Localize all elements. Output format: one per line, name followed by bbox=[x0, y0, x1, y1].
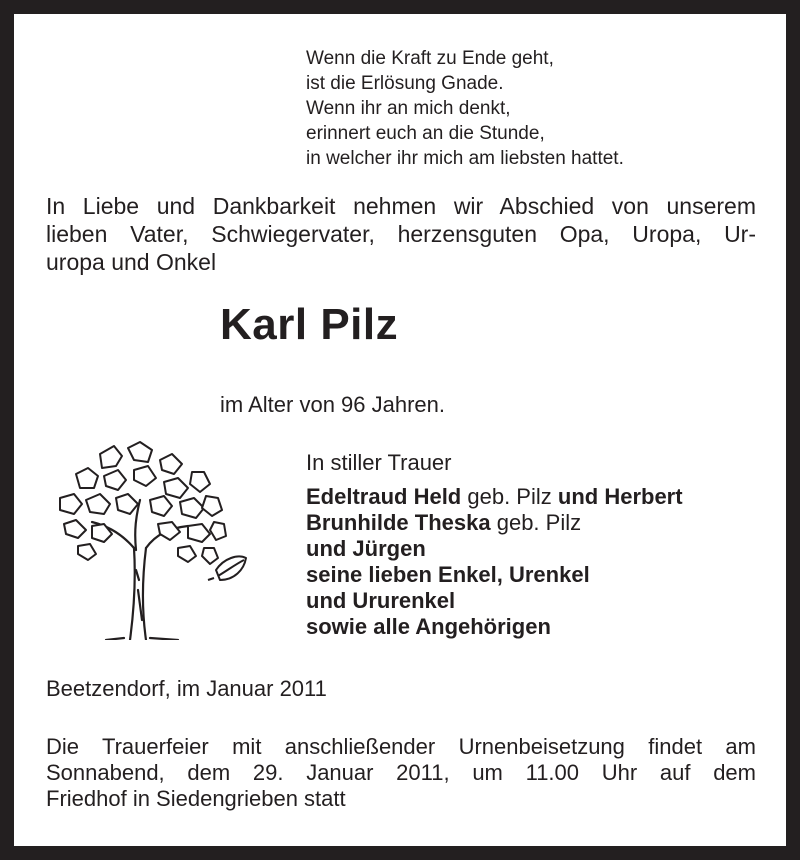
mourner-partner: und Herbert bbox=[557, 484, 683, 509]
mourners-list bbox=[306, 450, 683, 640]
mourner-name: Edeltraud Held bbox=[306, 484, 462, 509]
mourner-name: Brunhilde Theska bbox=[306, 510, 491, 535]
poem-line: Wenn ihr an mich denkt, bbox=[306, 98, 511, 119]
mourner-line: sowie alle Angehörigen bbox=[306, 614, 551, 639]
ceremony-line: Sonnabend, dem 29. Januar 2011, um 11.00 Uhr auf dem bbox=[46, 760, 756, 785]
mourner-line: und Jürgen bbox=[306, 536, 426, 561]
mourner-maiden-name: geb. Pilz bbox=[467, 484, 552, 509]
obituary-notice bbox=[14, 14, 786, 846]
deceased-name: Karl Pilz bbox=[220, 300, 399, 349]
mourner-line: und Ururenkel bbox=[306, 588, 456, 613]
ceremony-info bbox=[46, 734, 756, 812]
intro-line: lieben Vater, Schwiegervater, herzensguten Opa, Uropa, Ur- bbox=[46, 221, 756, 247]
poem-line: Wenn die Kraft zu Ende geht, bbox=[306, 48, 554, 69]
poem-line: in welcher ihr mich am liebsten hattet. bbox=[306, 148, 624, 169]
mourners-heading: In stiller Trauer bbox=[306, 450, 452, 475]
poem-line: ist die Erlösung Gnade. bbox=[306, 73, 504, 94]
poem bbox=[306, 46, 624, 171]
intro-text bbox=[46, 192, 756, 276]
mourner-line: seine lieben Enkel, Urenkel bbox=[306, 562, 590, 587]
place-date: Beetzendorf, im Januar 2011 bbox=[46, 676, 327, 701]
tree-illustration bbox=[38, 430, 248, 640]
mourner-line bbox=[306, 510, 683, 536]
age-line: im Alter von 96 Jahren. bbox=[220, 392, 446, 417]
poem-line: erinnert euch an die Stunde, bbox=[306, 123, 545, 144]
intro-line: uropa und Onkel bbox=[46, 249, 217, 275]
mourner-maiden-name: geb. Pilz bbox=[496, 510, 582, 535]
ceremony-line: Friedhof in Siedengrieben statt bbox=[46, 786, 346, 811]
intro-line: In Liebe und Dankbarkeit nehmen wir Abschied von unserem bbox=[46, 193, 756, 219]
ceremony-line: Die Trauerfeier mit anschließender Urnenbeisetzung findet am bbox=[46, 734, 756, 759]
mourner-line bbox=[306, 484, 683, 510]
